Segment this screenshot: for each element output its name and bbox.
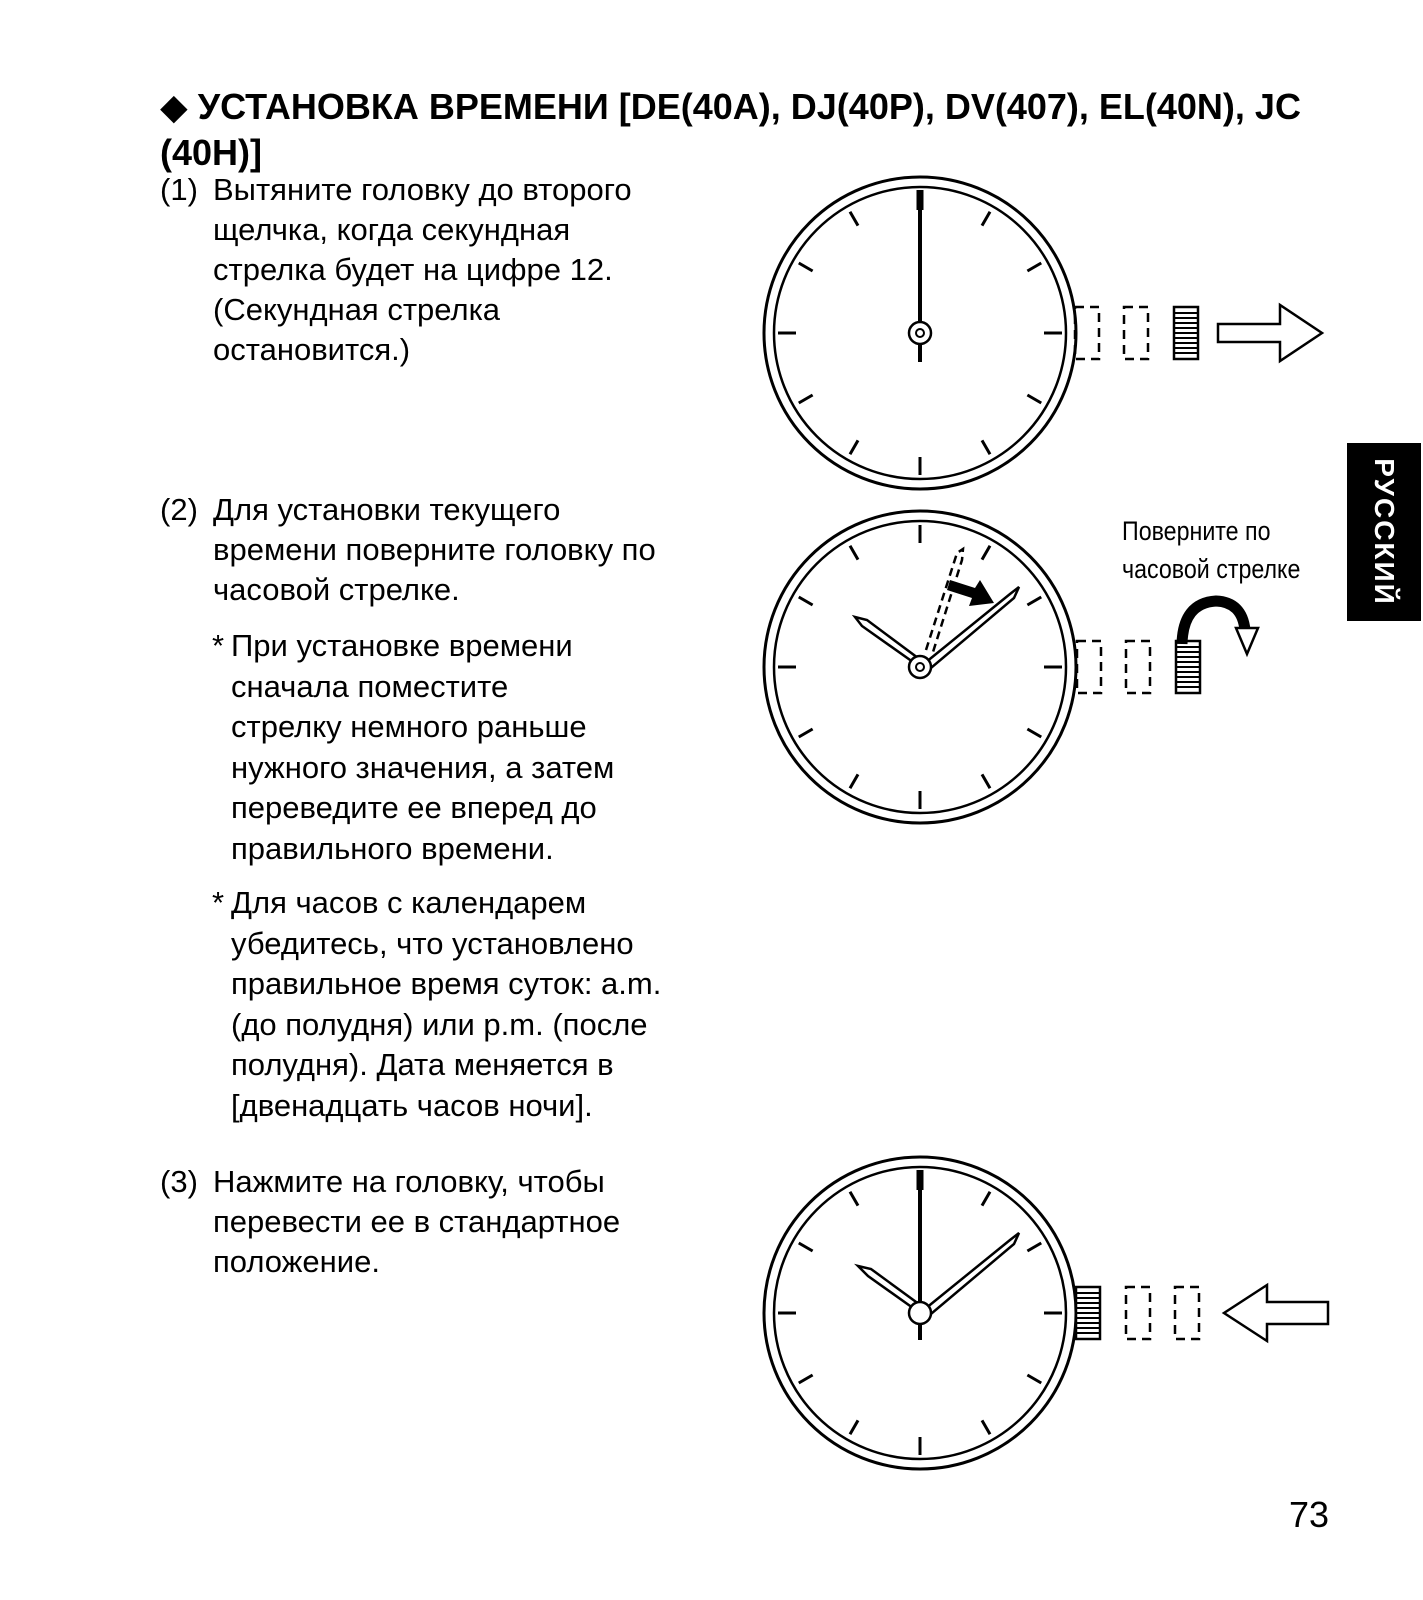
note-1-marker: * (212, 628, 225, 663)
step-2-text: Для установки текущего времени поверните головку по часовой стрелке. (213, 492, 656, 607)
step-2-number: (2) (160, 492, 198, 527)
push-left-arrow-icon (1224, 1285, 1328, 1341)
note-2-marker: * (212, 885, 225, 920)
watch-dial-pulled-crown (764, 177, 1198, 489)
language-tab-label: РУССКИЙ (1369, 458, 1401, 606)
pull-right-arrow-icon (1218, 305, 1322, 361)
section-heading: ◆ УСТАНОВКА ВРЕМЕНИ [DE(40A), DJ(40P), DV(407), EL(40N), JC (40H)] (160, 86, 1301, 173)
step-3-text: Нажмите на головку, чтобы перевести ее в стандартное положение. (213, 1164, 621, 1279)
page-number: 73 (1289, 1494, 1330, 1535)
step-1-number: (1) (160, 172, 198, 207)
turn-clockwise-label: Поверните по часовой стрелке (1122, 516, 1301, 584)
note-2-text: Для часов с календарем убедитесь, что установлено правильное время суток: a.m. (до полудня) или p.m. (после полудня). Дата меняется в [двенадцать часов ночи]. (231, 885, 662, 1123)
watch-dial-setting-time (764, 511, 1200, 823)
step-1-text: Вытяните головку до второго щелчка, когда секундная стрелка будет на цифре 12. (Секундная стрелка остановится.) (213, 172, 632, 367)
step-3-number: (3) (160, 1164, 198, 1199)
clockwise-motion-arrow-icon (947, 580, 994, 606)
watch-dial-crown-pushed (764, 1157, 1199, 1469)
note-1-text: При установке времени сначала поместите стрелку немного раньше нужного значения, а затем переведите ее вперед до правильного времени. (231, 628, 615, 866)
